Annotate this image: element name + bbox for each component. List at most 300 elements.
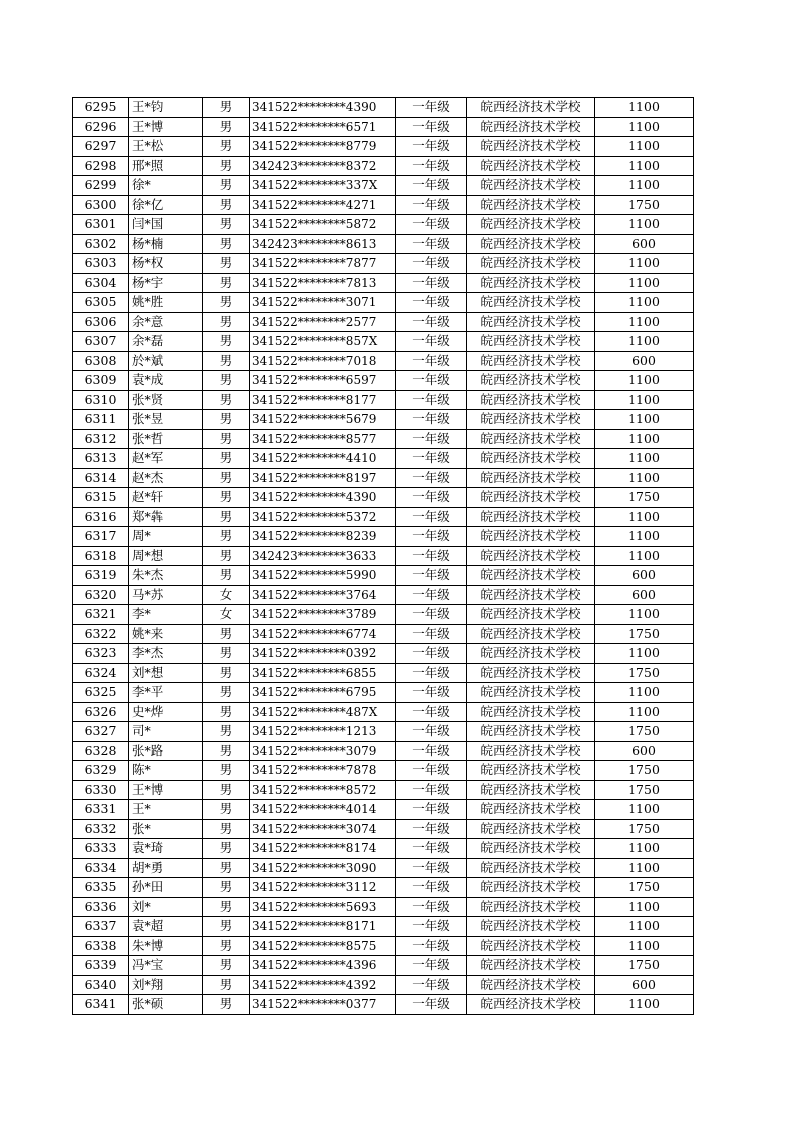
school-name-cell: 皖西经济技术学校: [467, 156, 595, 176]
student-name-cell: 司*: [129, 722, 203, 742]
student-name-cell: 张*昱: [129, 410, 203, 430]
subsidy-amount-cell: 1750: [595, 195, 694, 215]
table-row: [73, 644, 694, 664]
school-name-cell: 皖西经济技术学校: [467, 449, 595, 469]
subsidy-amount-cell: 600: [595, 351, 694, 371]
subsidy-amount-cell: 600: [595, 566, 694, 586]
row-number-cell: 6298: [73, 156, 129, 176]
row-number-cell: 6317: [73, 527, 129, 547]
student-name-cell: 袁*超: [129, 917, 203, 937]
id-number-cell: 341522********8197: [250, 468, 396, 488]
subsidy-amount-cell: 600: [595, 975, 694, 995]
student-name-cell: 张*路: [129, 741, 203, 761]
gender-cell: 男: [203, 858, 250, 878]
table-row: [73, 819, 694, 839]
student-name-cell: 刘*翔: [129, 975, 203, 995]
subsidy-amount-cell: 1100: [595, 917, 694, 937]
student-name-cell: 姚*胜: [129, 293, 203, 313]
table-row: [73, 156, 694, 176]
gender-cell: 男: [203, 312, 250, 332]
row-number-cell: 6304: [73, 273, 129, 293]
gender-cell: 男: [203, 624, 250, 644]
grade-cell: 一年级: [396, 956, 467, 976]
table-row: [73, 195, 694, 215]
student-name-cell: 冯*宝: [129, 956, 203, 976]
table-row: [73, 780, 694, 800]
table-row: [73, 741, 694, 761]
row-number-cell: 6296: [73, 117, 129, 137]
table-row: [73, 566, 694, 586]
subsidy-amount-cell: 1750: [595, 878, 694, 898]
gender-cell: 男: [203, 702, 250, 722]
student-name-cell: 周*: [129, 527, 203, 547]
gender-cell: 男: [203, 917, 250, 937]
row-number-cell: 6308: [73, 351, 129, 371]
grade-cell: 一年级: [396, 449, 467, 469]
row-number-cell: 6335: [73, 878, 129, 898]
student-name-cell: 王*博: [129, 780, 203, 800]
subsidy-amount-cell: 1100: [595, 468, 694, 488]
school-name-cell: 皖西经济技术学校: [467, 917, 595, 937]
subsidy-amount-cell: 1100: [595, 449, 694, 469]
row-number-cell: 6340: [73, 975, 129, 995]
id-number-cell: 341522********3074: [250, 819, 396, 839]
gender-cell: 男: [203, 156, 250, 176]
table-row: [73, 351, 694, 371]
grade-cell: 一年级: [396, 429, 467, 449]
subsidy-amount-cell: 1750: [595, 956, 694, 976]
subsidy-amount-cell: 1100: [595, 800, 694, 820]
row-number-cell: 6318: [73, 546, 129, 566]
school-name-cell: 皖西经济技术学校: [467, 683, 595, 703]
id-number-cell: 341522********4396: [250, 956, 396, 976]
grade-cell: 一年级: [396, 683, 467, 703]
table-row: [73, 956, 694, 976]
subsidy-amount-cell: 1100: [595, 176, 694, 196]
id-number-cell: 341522********4390: [250, 488, 396, 508]
table-row: [73, 468, 694, 488]
row-number-cell: 6339: [73, 956, 129, 976]
row-number-cell: 6297: [73, 137, 129, 157]
school-name-cell: 皖西经济技术学校: [467, 273, 595, 293]
id-number-cell: 341522********6597: [250, 371, 396, 391]
subsidy-amount-cell: 1100: [595, 507, 694, 527]
subsidy-amount-cell: 1100: [595, 605, 694, 625]
table-row: [73, 663, 694, 683]
grade-cell: 一年级: [396, 234, 467, 254]
table-row: [73, 117, 694, 137]
school-name-cell: 皖西经济技术学校: [467, 234, 595, 254]
gender-cell: 男: [203, 956, 250, 976]
student-name-cell: 周*想: [129, 546, 203, 566]
grade-cell: 一年级: [396, 371, 467, 391]
grade-cell: 一年级: [396, 975, 467, 995]
grade-cell: 一年级: [396, 488, 467, 508]
grade-cell: 一年级: [396, 332, 467, 352]
id-number-cell: 341522********8177: [250, 390, 396, 410]
row-number-cell: 6320: [73, 585, 129, 605]
id-number-cell: 341522********4390: [250, 98, 396, 118]
student-name-cell: 张*贤: [129, 390, 203, 410]
gender-cell: 男: [203, 371, 250, 391]
gender-cell: 男: [203, 449, 250, 469]
school-name-cell: 皖西经济技术学校: [467, 858, 595, 878]
subsidy-amount-cell: 1100: [595, 546, 694, 566]
grade-cell: 一年级: [396, 605, 467, 625]
table-row: [73, 273, 694, 293]
school-name-cell: 皖西经济技术学校: [467, 566, 595, 586]
subsidy-amount-cell: 1100: [595, 137, 694, 157]
subsidy-amount-cell: 1750: [595, 722, 694, 742]
gender-cell: 男: [203, 351, 250, 371]
row-number-cell: 6331: [73, 800, 129, 820]
subsidy-amount-cell: 1100: [595, 254, 694, 274]
student-name-cell: 袁*成: [129, 371, 203, 391]
id-number-cell: 341522********8577: [250, 429, 396, 449]
student-name-cell: 余*磊: [129, 332, 203, 352]
school-name-cell: 皖西经济技术学校: [467, 312, 595, 332]
gender-cell: 男: [203, 488, 250, 508]
table-row: [73, 585, 694, 605]
row-number-cell: 6324: [73, 663, 129, 683]
gender-cell: 男: [203, 195, 250, 215]
row-number-cell: 6311: [73, 410, 129, 430]
subsidy-amount-cell: 1100: [595, 215, 694, 235]
student-name-cell: 杨*权: [129, 254, 203, 274]
grade-cell: 一年级: [396, 390, 467, 410]
grade-cell: 一年级: [396, 839, 467, 859]
student-name-cell: 王*松: [129, 137, 203, 157]
id-number-cell: 341522********8575: [250, 936, 396, 956]
id-number-cell: 341522********7878: [250, 761, 396, 781]
grade-cell: 一年级: [396, 195, 467, 215]
table-row: [73, 605, 694, 625]
row-number-cell: 6322: [73, 624, 129, 644]
student-name-cell: 陈*: [129, 761, 203, 781]
grade-cell: 一年级: [396, 215, 467, 235]
school-name-cell: 皖西经济技术学校: [467, 332, 595, 352]
student-name-cell: 张*: [129, 819, 203, 839]
table-row: [73, 624, 694, 644]
subsidy-amount-cell: 1100: [595, 683, 694, 703]
row-number-cell: 6306: [73, 312, 129, 332]
subsidy-amount-cell: 1100: [595, 644, 694, 664]
grade-cell: 一年级: [396, 585, 467, 605]
school-name-cell: 皖西经济技术学校: [467, 624, 595, 644]
row-number-cell: 6336: [73, 897, 129, 917]
grade-cell: 一年级: [396, 273, 467, 293]
table-row: [73, 410, 694, 430]
student-subsidy-table: [72, 97, 694, 1015]
subsidy-amount-cell: 1100: [595, 839, 694, 859]
id-number-cell: 341522********5990: [250, 566, 396, 586]
row-number-cell: 6312: [73, 429, 129, 449]
grade-cell: 一年级: [396, 137, 467, 157]
school-name-cell: 皖西经济技术学校: [467, 722, 595, 742]
subsidy-amount-cell: 1750: [595, 780, 694, 800]
school-name-cell: 皖西经济技术学校: [467, 176, 595, 196]
grade-cell: 一年级: [396, 722, 467, 742]
row-number-cell: 6313: [73, 449, 129, 469]
row-number-cell: 6314: [73, 468, 129, 488]
subsidy-amount-cell: 1100: [595, 527, 694, 547]
gender-cell: 男: [203, 390, 250, 410]
id-number-cell: 341522********4410: [250, 449, 396, 469]
student-name-cell: 张*硕: [129, 995, 203, 1015]
school-name-cell: 皖西经济技术学校: [467, 98, 595, 118]
school-name-cell: 皖西经济技术学校: [467, 527, 595, 547]
id-number-cell: 342423********8372: [250, 156, 396, 176]
grade-cell: 一年级: [396, 351, 467, 371]
table-row: [73, 254, 694, 274]
grade-cell: 一年级: [396, 800, 467, 820]
row-number-cell: 6327: [73, 722, 129, 742]
id-number-cell: 341522********3764: [250, 585, 396, 605]
grade-cell: 一年级: [396, 858, 467, 878]
table-row: [73, 137, 694, 157]
student-name-cell: 胡*勇: [129, 858, 203, 878]
subsidy-amount-cell: 1750: [595, 488, 694, 508]
gender-cell: 男: [203, 780, 250, 800]
row-number-cell: 6341: [73, 995, 129, 1015]
table-row: [73, 858, 694, 878]
gender-cell: 男: [203, 936, 250, 956]
subsidy-amount-cell: 1100: [595, 936, 694, 956]
table-row: [73, 312, 694, 332]
school-name-cell: 皖西经济技术学校: [467, 605, 595, 625]
school-name-cell: 皖西经济技术学校: [467, 546, 595, 566]
grade-cell: 一年级: [396, 156, 467, 176]
id-number-cell: 341522********8779: [250, 137, 396, 157]
gender-cell: 男: [203, 975, 250, 995]
table-row: [73, 917, 694, 937]
row-number-cell: 6323: [73, 644, 129, 664]
student-name-cell: 朱*杰: [129, 566, 203, 586]
id-number-cell: 341522********3789: [250, 605, 396, 625]
id-number-cell: 341522********4014: [250, 800, 396, 820]
gender-cell: 男: [203, 819, 250, 839]
row-number-cell: 6334: [73, 858, 129, 878]
table-row: [73, 332, 694, 352]
student-name-cell: 赵*军: [129, 449, 203, 469]
table-row: [73, 839, 694, 859]
school-name-cell: 皖西经济技术学校: [467, 839, 595, 859]
subsidy-amount-cell: 1100: [595, 117, 694, 137]
row-number-cell: 6326: [73, 702, 129, 722]
student-name-cell: 闫*国: [129, 215, 203, 235]
table-row: [73, 800, 694, 820]
student-name-cell: 王*博: [129, 117, 203, 137]
student-name-cell: 徐*亿: [129, 195, 203, 215]
row-number-cell: 6330: [73, 780, 129, 800]
id-number-cell: 341522********8239: [250, 527, 396, 547]
grade-cell: 一年级: [396, 761, 467, 781]
school-name-cell: 皖西经济技术学校: [467, 371, 595, 391]
subsidy-amount-cell: 1750: [595, 819, 694, 839]
school-name-cell: 皖西经济技术学校: [467, 702, 595, 722]
gender-cell: 男: [203, 215, 250, 235]
school-name-cell: 皖西经济技术学校: [467, 741, 595, 761]
subsidy-amount-cell: 1100: [595, 332, 694, 352]
subsidy-amount-cell: 1100: [595, 293, 694, 313]
gender-cell: 男: [203, 293, 250, 313]
id-number-cell: 341522********3090: [250, 858, 396, 878]
id-number-cell: 341522********6855: [250, 663, 396, 683]
student-name-cell: 杨*宇: [129, 273, 203, 293]
school-name-cell: 皖西经济技术学校: [467, 215, 595, 235]
table-row: [73, 995, 694, 1015]
table-row: [73, 507, 694, 527]
id-number-cell: 341522********0377: [250, 995, 396, 1015]
table-row: [73, 702, 694, 722]
school-name-cell: 皖西经济技术学校: [467, 254, 595, 274]
school-name-cell: 皖西经济技术学校: [467, 936, 595, 956]
table-row: [73, 176, 694, 196]
grade-cell: 一年级: [396, 917, 467, 937]
row-number-cell: 6295: [73, 98, 129, 118]
table-row: [73, 429, 694, 449]
school-name-cell: 皖西经济技术学校: [467, 780, 595, 800]
id-number-cell: 341522********8572: [250, 780, 396, 800]
student-name-cell: 郑*犇: [129, 507, 203, 527]
student-name-cell: 於*斌: [129, 351, 203, 371]
id-number-cell: 341522********4271: [250, 195, 396, 215]
subsidy-amount-cell: 1750: [595, 663, 694, 683]
school-name-cell: 皖西经济技术学校: [467, 800, 595, 820]
school-name-cell: 皖西经济技术学校: [467, 995, 595, 1015]
row-number-cell: 6305: [73, 293, 129, 313]
id-number-cell: 341522********5872: [250, 215, 396, 235]
gender-cell: 男: [203, 429, 250, 449]
gender-cell: 男: [203, 663, 250, 683]
table-row: [73, 390, 694, 410]
table-row: [73, 546, 694, 566]
subsidy-amount-cell: 600: [595, 585, 694, 605]
id-number-cell: 341522********3079: [250, 741, 396, 761]
student-name-cell: 朱*博: [129, 936, 203, 956]
table-row: [73, 527, 694, 547]
school-name-cell: 皖西经济技术学校: [467, 897, 595, 917]
grade-cell: 一年级: [396, 546, 467, 566]
grade-cell: 一年级: [396, 702, 467, 722]
table-row: [73, 975, 694, 995]
table-row: [73, 371, 694, 391]
subsidy-amount-cell: 1100: [595, 390, 694, 410]
gender-cell: 男: [203, 254, 250, 274]
id-number-cell: 341522********7877: [250, 254, 396, 274]
row-number-cell: 6307: [73, 332, 129, 352]
grade-cell: 一年级: [396, 254, 467, 274]
row-number-cell: 6303: [73, 254, 129, 274]
id-number-cell: 341522********6571: [250, 117, 396, 137]
grade-cell: 一年级: [396, 176, 467, 196]
gender-cell: 男: [203, 878, 250, 898]
grade-cell: 一年级: [396, 995, 467, 1015]
gender-cell: 男: [203, 273, 250, 293]
gender-cell: 男: [203, 546, 250, 566]
school-name-cell: 皖西经济技术学校: [467, 663, 595, 683]
gender-cell: 女: [203, 605, 250, 625]
student-name-cell: 徐*: [129, 176, 203, 196]
grade-cell: 一年级: [396, 507, 467, 527]
school-name-cell: 皖西经济技术学校: [467, 585, 595, 605]
grade-cell: 一年级: [396, 780, 467, 800]
school-name-cell: 皖西经济技术学校: [467, 293, 595, 313]
table-row: [73, 878, 694, 898]
subsidy-amount-cell: 1100: [595, 410, 694, 430]
subsidy-amount-cell: 1100: [595, 273, 694, 293]
grade-cell: 一年级: [396, 98, 467, 118]
row-number-cell: 6300: [73, 195, 129, 215]
student-name-cell: 袁*琦: [129, 839, 203, 859]
id-number-cell: 341522********0392: [250, 644, 396, 664]
subsidy-amount-cell: 1100: [595, 156, 694, 176]
id-number-cell: 341522********6774: [250, 624, 396, 644]
gender-cell: 男: [203, 761, 250, 781]
school-name-cell: 皖西经济技术学校: [467, 507, 595, 527]
school-name-cell: 皖西经济技术学校: [467, 878, 595, 898]
gender-cell: 男: [203, 995, 250, 1015]
id-number-cell: 341522********3112: [250, 878, 396, 898]
table-row: [73, 722, 694, 742]
row-number-cell: 6333: [73, 839, 129, 859]
gender-cell: 男: [203, 722, 250, 742]
grade-cell: 一年级: [396, 527, 467, 547]
table-row: [73, 897, 694, 917]
student-name-cell: 王*钧: [129, 98, 203, 118]
grade-cell: 一年级: [396, 819, 467, 839]
student-name-cell: 李*杰: [129, 644, 203, 664]
id-number-cell: 341522********7813: [250, 273, 396, 293]
gender-cell: 男: [203, 800, 250, 820]
subsidy-amount-cell: 1100: [595, 995, 694, 1015]
row-number-cell: 6302: [73, 234, 129, 254]
row-number-cell: 6332: [73, 819, 129, 839]
gender-cell: 男: [203, 741, 250, 761]
student-name-cell: 赵*杰: [129, 468, 203, 488]
grade-cell: 一年级: [396, 293, 467, 313]
id-number-cell: 341522********487X: [250, 702, 396, 722]
subsidy-amount-cell: 1100: [595, 897, 694, 917]
gender-cell: 男: [203, 566, 250, 586]
school-name-cell: 皖西经济技术学校: [467, 644, 595, 664]
grade-cell: 一年级: [396, 312, 467, 332]
grade-cell: 一年级: [396, 566, 467, 586]
table-row: [73, 293, 694, 313]
id-number-cell: 341522********5679: [250, 410, 396, 430]
grade-cell: 一年级: [396, 624, 467, 644]
gender-cell: 男: [203, 234, 250, 254]
gender-cell: 男: [203, 527, 250, 547]
grade-cell: 一年级: [396, 117, 467, 137]
gender-cell: 男: [203, 683, 250, 703]
row-number-cell: 6316: [73, 507, 129, 527]
subsidy-amount-cell: 1750: [595, 761, 694, 781]
row-number-cell: 6299: [73, 176, 129, 196]
grade-cell: 一年级: [396, 663, 467, 683]
gender-cell: 男: [203, 507, 250, 527]
row-number-cell: 6315: [73, 488, 129, 508]
grade-cell: 一年级: [396, 878, 467, 898]
table-row: [73, 215, 694, 235]
school-name-cell: 皖西经济技术学校: [467, 429, 595, 449]
gender-cell: 男: [203, 117, 250, 137]
row-number-cell: 6337: [73, 917, 129, 937]
student-name-cell: 马*苏: [129, 585, 203, 605]
id-number-cell: 341522********6795: [250, 683, 396, 703]
student-name-cell: 李*平: [129, 683, 203, 703]
grade-cell: 一年级: [396, 644, 467, 664]
